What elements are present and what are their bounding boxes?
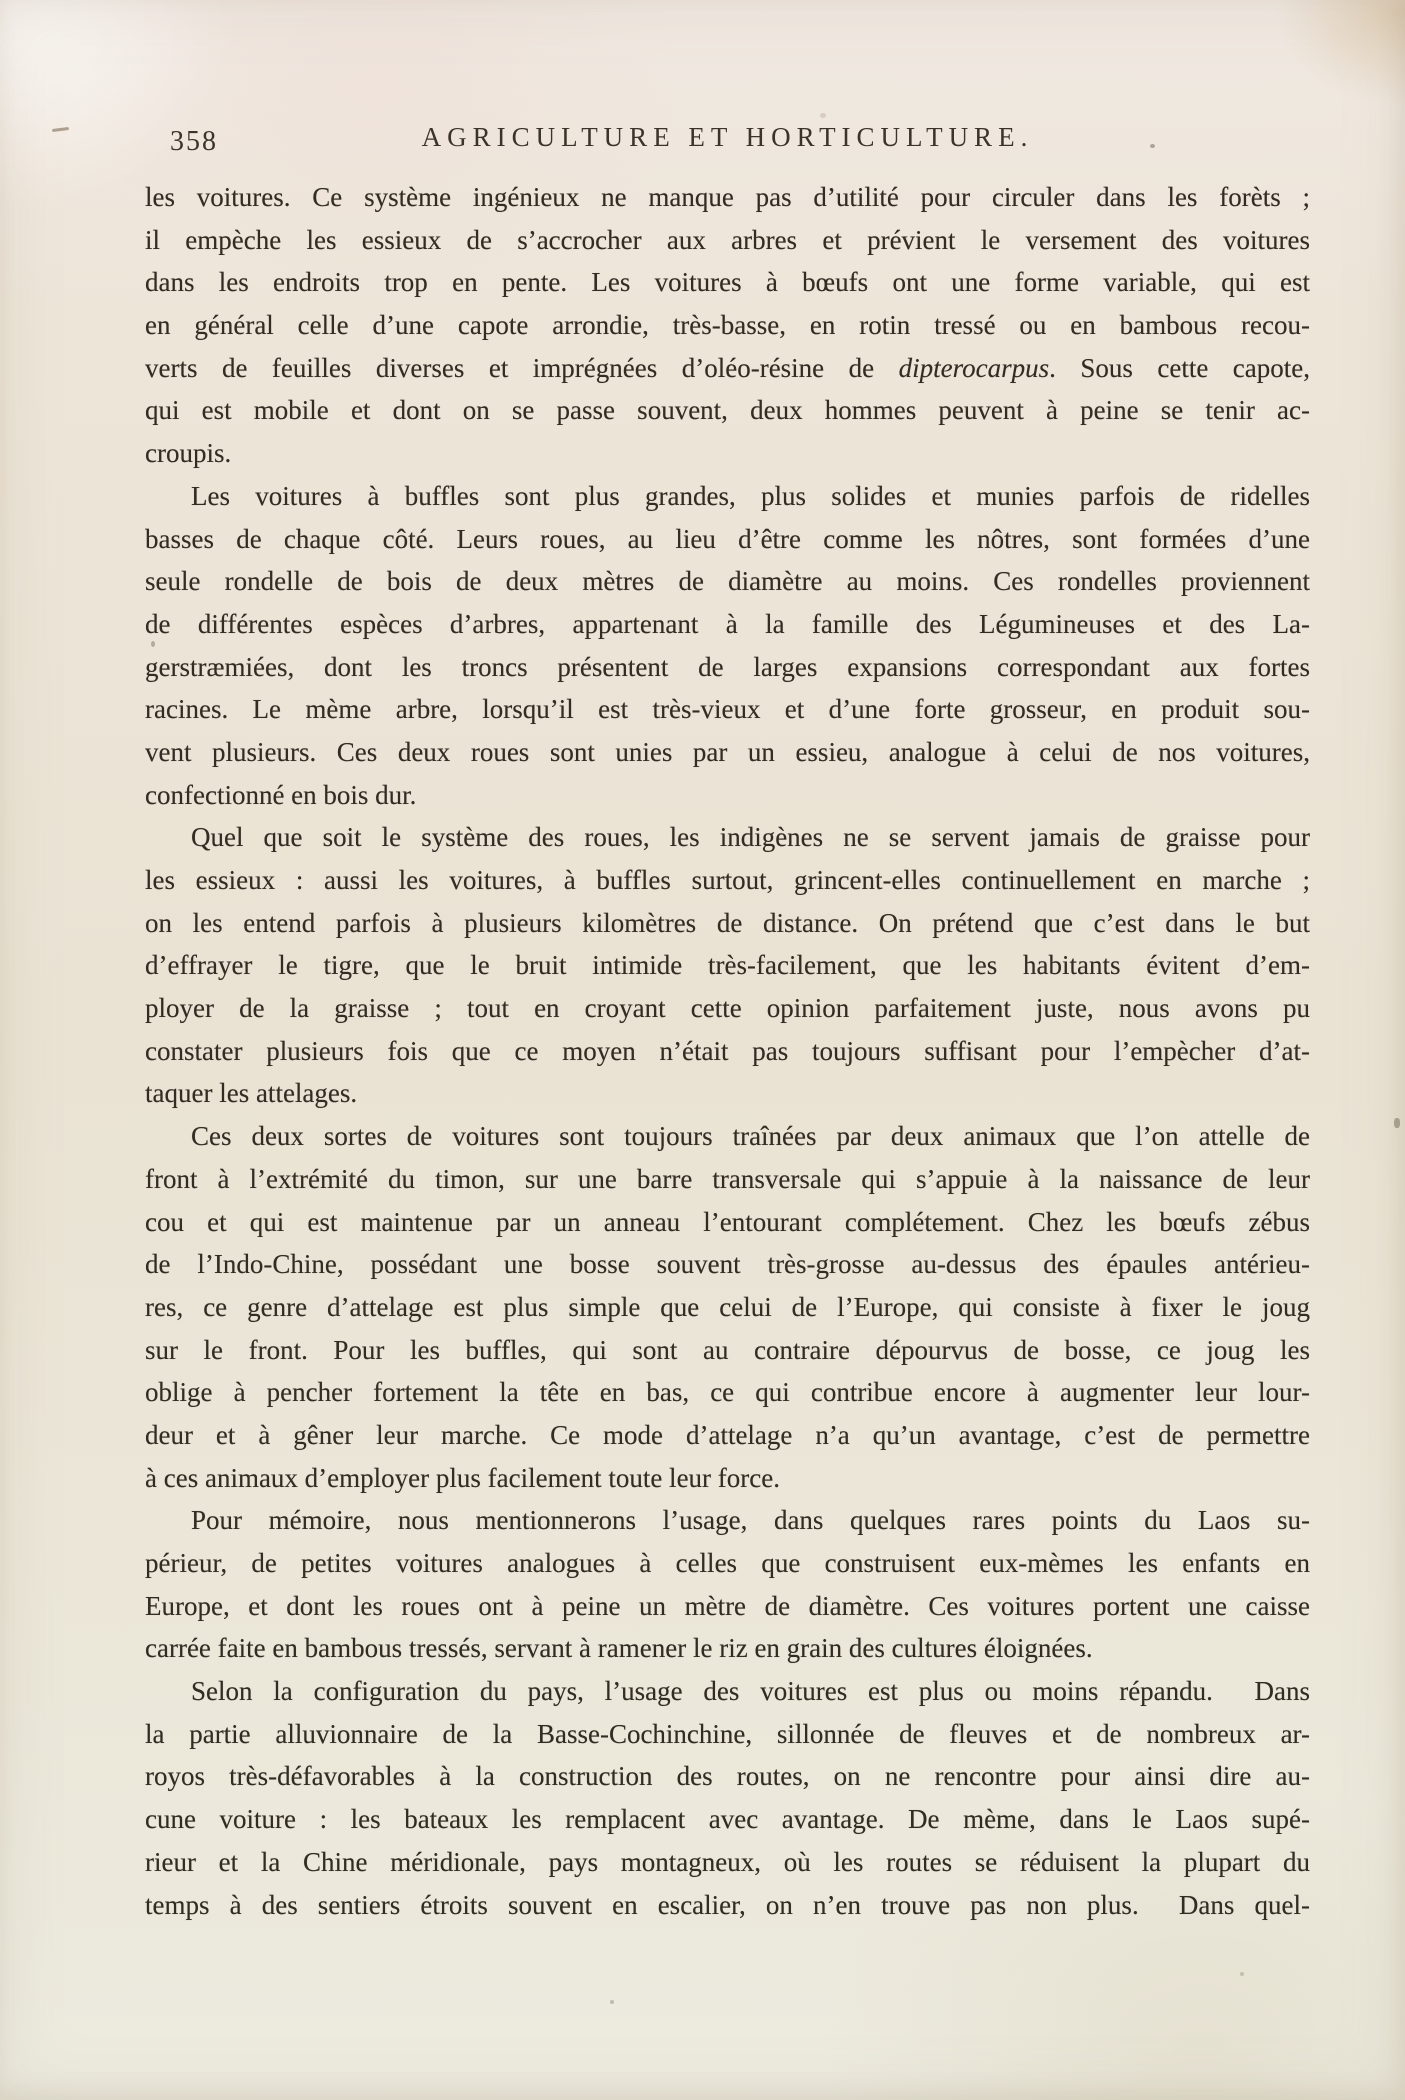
text-line <box>145 1670 1310 1713</box>
scan-speck <box>1394 1118 1400 1128</box>
text-line <box>145 1585 1310 1628</box>
text-segment: . Sous cette capote, <box>1049 352 1310 383</box>
italic-text: dipterocarpus <box>898 352 1050 383</box>
text-line <box>145 1627 1310 1670</box>
text-segment: en général celle d’une capote arrondie, très-basse, en rotin tressé ou en bambous recou- <box>145 310 1310 341</box>
text-line <box>145 1457 1310 1500</box>
text-segment: de l’Indo-Chine, possédant une bosse souvent très-grosse au-dessus des épaules antérieu- <box>145 1249 1310 1280</box>
scan-speck <box>151 641 155 647</box>
text-segment: d’effrayer le tigre, que le bruit intimide très-facilement, que les habitants évitent d’em- <box>145 950 1310 981</box>
text-segment: temps à des sentiers étroits souvent en escalier, on n’en trouve pas non plus. Dans quel- <box>145 1889 1310 1920</box>
text-segment: taquer les attelages. <box>145 1078 358 1109</box>
scan-speck <box>1240 1972 1244 1976</box>
text-segment: il empèche les essieux de s’accrocher aux arbres et prévient le versement des voitures <box>145 224 1310 255</box>
text-line <box>145 688 1310 731</box>
text-segment: oblige à pencher fortement la tête en bas, ce qui contribue encore à augmenter leur lour- <box>145 1377 1310 1408</box>
text-line <box>145 859 1310 902</box>
text-line <box>145 731 1310 774</box>
text-line <box>145 1115 1310 1158</box>
text-line <box>145 1243 1310 1286</box>
text-line <box>145 389 1310 432</box>
text-segment: Ces deux sortes de voitures sont toujours traînées par deux animaux que l’on attelle de <box>191 1121 1310 1152</box>
text-segment: deur et à gêner leur marche. Ce mode d’attelage n’a qu’un avantage, c’est de permettre <box>145 1419 1310 1450</box>
text-line <box>145 1286 1310 1329</box>
text-segment: front à l’extrémité du timon, sur une barre transversale qui s’appuie à la naissance de leur <box>145 1163 1310 1194</box>
text-segment: racines. Le mème arbre, lorsqu’il est très-vieux et d’une forte grosseur, en produit sou- <box>145 694 1310 725</box>
text-segment: ployer de la graisse ; tout en croyant cette opinion parfaitement juste, nous avons pu <box>145 993 1310 1024</box>
scan-speck <box>820 113 826 118</box>
text-segment: basses de chaque côté. Leurs roues, au lieu d’être comme les nôtres, sont formées d’une <box>145 523 1310 554</box>
text-line <box>145 1030 1310 1073</box>
text-segment: la partie alluvionnaire de la Basse-Cochinchine, sillonnée de fleuves et de nombreux ar- <box>145 1718 1310 1749</box>
text-segment: cou et qui est maintenue par un anneau l’entourant complétement. Chez les bœufs zébus <box>145 1206 1310 1237</box>
text-line <box>145 518 1310 561</box>
text-segment: croupis. <box>145 438 232 469</box>
text-line <box>145 1841 1310 1884</box>
text-segment: qui est mobile et dont on se passe souvent, deux hommes peuvent à peine se tenir ac- <box>145 395 1310 426</box>
text-line <box>145 1371 1310 1414</box>
text-segment: les voitures. Ce système ingénieux ne manque pas d’utilité pour circuler dans les forèts ; <box>145 182 1310 212</box>
text-line <box>145 944 1310 987</box>
text-line <box>145 1755 1310 1798</box>
text-line <box>145 1158 1310 1201</box>
text-segment: périeur, de petites voitures analogues à celles que construisent eux-mèmes les enfants en <box>145 1548 1310 1578</box>
text-line <box>145 774 1310 817</box>
text-line <box>145 176 1310 219</box>
text-segment: royos très-défavorables à la construction des routes, on ne rencontre pour ainsi dire au- <box>145 1761 1310 1792</box>
text-line <box>145 987 1310 1030</box>
text-segment: de différentes espèces d’arbres, appartenant à la famille des Légumineuses et des La- <box>145 608 1310 639</box>
text-line <box>145 816 1310 859</box>
text-line <box>145 219 1310 262</box>
text-line <box>145 304 1310 347</box>
text-line <box>145 261 1310 304</box>
text-line <box>145 646 1310 689</box>
text-segment: rieur et la Chine méridionale, pays montagneux, où les routes se réduisent la plupart du <box>145 1846 1310 1877</box>
text-segment: dans les endroits trop en pente. Les voitures à bœufs ont une forme variable, qui est <box>145 267 1310 298</box>
text-line <box>145 1072 1310 1115</box>
text-line <box>145 1414 1310 1457</box>
text-segment: Pour mémoire, nous mentionnerons l’usage, dans quelques rares points du Laos su- <box>191 1505 1310 1536</box>
text-segment: res, ce genre d’attelage est plus simple que celui de l’Europe, qui consiste à fixer le joug <box>145 1291 1310 1322</box>
scan-speck <box>610 2000 614 2004</box>
scan-speck <box>1150 144 1155 148</box>
text-line <box>145 1713 1310 1756</box>
text-segment: Selon la configuration du pays, l’usage des voitures est plus ou moins répandu. Dans <box>191 1676 1310 1707</box>
text-segment: Europe, et dont les roues ont à peine un mètre de diamètre. Ces voitures portent une caisse <box>145 1590 1310 1621</box>
text-column <box>145 176 1310 1926</box>
text-segment: cune voiture : les bateaux les remplacent avec avantage. De mème, dans le Laos supé- <box>145 1804 1310 1835</box>
text-segment: carrée faite en bambous tressés, servant à ramener le riz en grain des cultures éloignées. <box>145 1633 1093 1664</box>
text-segment: on les entend parfois à plusieurs kilomètres de distance. On prétend que c’est dans le but <box>145 907 1310 938</box>
text-line <box>145 560 1310 603</box>
text-line <box>145 1329 1310 1372</box>
text-line <box>145 603 1310 646</box>
page-number: 358 <box>170 126 218 157</box>
text-line <box>145 902 1310 945</box>
text-segment: gerstræmiées, dont les troncs présentent de larges expansions correspondant aux fortes <box>145 651 1310 682</box>
text-line <box>145 347 1310 390</box>
text-segment: les essieux : aussi les voitures, à buffles surtout, grincent-elles continuellement en marche ; <box>145 865 1310 895</box>
text-segment: sur le front. Pour les buffles, qui sont au contraire dépourvus de bosse, ce joug les <box>145 1334 1310 1365</box>
text-line <box>145 1798 1310 1841</box>
text-segment: seule rondelle de bois de deux mètres de diamètre au moins. Ces rondelles proviennent <box>145 566 1310 597</box>
text-segment: vent plusieurs. Ces deux roues sont unies par un essieu, analogue à celui de nos voitures, <box>145 736 1310 767</box>
text-segment: verts de feuilles diverses et imprégnées d’oléo-résine de <box>145 352 899 383</box>
running-title: AGRICULTURE ET HORTICULTURE. <box>421 122 1034 152</box>
scan-mark-dash <box>52 127 69 132</box>
text-line <box>145 1542 1310 1585</box>
text-line <box>145 1884 1310 1927</box>
text-segment: Les voitures à buffles sont plus grandes, plus solides et munies parfois de ridelles <box>191 480 1310 511</box>
text-line <box>145 1201 1310 1244</box>
text-line <box>145 475 1310 518</box>
text-segment: confectionné en bois dur. <box>145 779 417 810</box>
text-line <box>145 1499 1310 1542</box>
text-line <box>145 432 1310 475</box>
text-segment: Quel que soit le système des roues, les indigènes ne se servent jamais de graisse pour <box>191 822 1310 853</box>
text-segment: à ces animaux d’employer plus facilement toute leur force. <box>145 1462 780 1493</box>
text-segment: constater plusieurs fois que ce moyen n’était pas toujours suffisant pour l’empècher d’at- <box>145 1035 1310 1066</box>
